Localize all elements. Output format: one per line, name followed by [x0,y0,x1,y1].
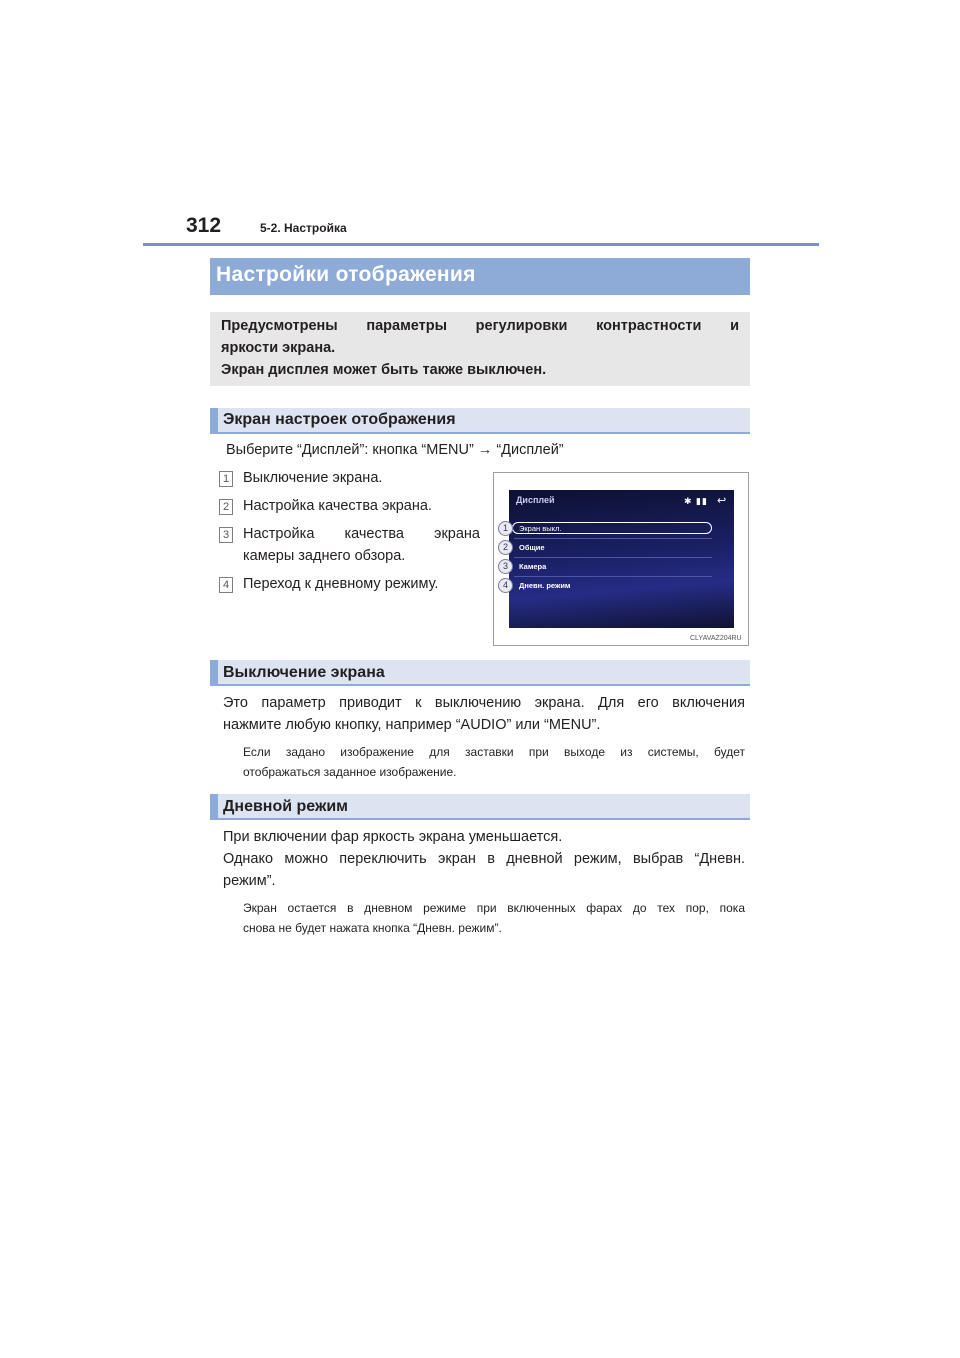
page-title: Настройки отображения [216,263,476,286]
header-rule [143,243,819,246]
callout-4: 4 [498,578,513,593]
item-text-3-cont: камеры заднего обзора. [243,548,406,564]
item-number-4: 4 [219,577,233,593]
menu-divider [514,538,712,539]
subsection-title-display-screen: Экран настроек отображения [223,411,456,428]
callout-1: 1 [498,521,513,536]
menu-item-screen-off: Экран выкл. [519,524,562,533]
day-mode-line-1: При включении фар яркость экрана уменьшается. [223,829,563,845]
back-icon: ↩ [717,495,727,507]
screen-off-line-2: нажмите любую кнопку, например “AUDIO” или “MENU”. [223,717,601,733]
menu-divider [514,557,712,558]
item-text-4: Переход к дневному режиму. [243,576,439,592]
item-number-2: 2 [219,499,233,515]
menu-divider [514,576,712,577]
subsection-accent [210,660,218,686]
subsection-title-day-mode: Дневной режим [223,798,348,815]
display-screen-image [509,490,734,628]
intro-line-1: Предусмотрены параметры регулировки контрастности и [221,318,739,334]
day-mode-note-1: Экран остается в дневном режиме при включенных фарах до тех пор, пока [243,901,745,915]
section-label: 5-2. Настройка [260,221,347,235]
item-number-1: 1 [219,471,233,487]
item-number-3: 3 [219,527,233,543]
screen-off-line-1: Это параметр приводит к выключению экрана. Для его включения [223,695,745,711]
item-text-3: Настройка качества экрана [243,526,480,542]
day-mode-line-2: Однако можно переключить экран в дневной режим, выбрав “Дневн. [223,851,745,867]
menu-item-day-mode: Дневн. режим [519,581,571,590]
subsection-accent [210,794,218,820]
subsection-accent [210,408,218,434]
instruction-text: Выберите “Дисплей”: кнопка “MENU” → “Дисплей” [226,442,564,458]
callout-2: 2 [498,540,513,555]
image-code: CLYAVAZ204RU [690,635,742,642]
day-mode-line-3: режим”. [223,873,276,889]
screenshot-title: Дисплей [516,495,555,505]
page-number: 312 [186,214,222,237]
subsection-title-screen-off: Выключение экрана [223,664,385,681]
item-text-2: Настройка качества экрана. [243,498,432,514]
item-text-1: Выключение экрана. [243,470,383,486]
status-icons: ✱ ▮▮ [684,496,708,506]
day-mode-note-2: снова не будет нажата кнопка “Дневн. режим”. [243,921,502,935]
intro-line-3: Экран дисплея может быть также выключен. [221,362,547,378]
callout-3: 3 [498,559,513,574]
menu-item-camera: Камера [519,562,547,571]
screen-off-note-2: отображаться заданное изображение. [243,765,457,779]
menu-item-general: Общие [519,543,545,552]
intro-line-2: яркости экрана. [221,340,336,356]
screen-off-note-1: Если задано изображение для заставки при выходе из системы, будет [243,745,745,759]
